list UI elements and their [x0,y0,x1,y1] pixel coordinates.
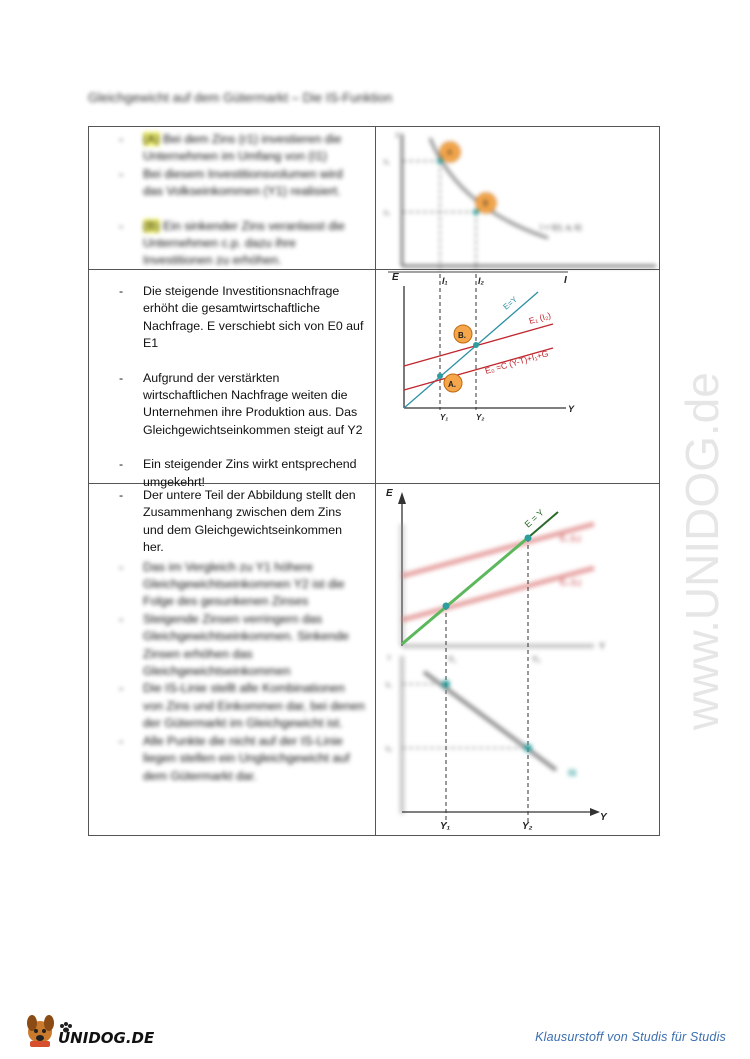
y2-label: Y₂ [522,821,533,832]
equilibrium-b [473,342,479,348]
y-axis-label: Y [600,812,607,823]
is-derivation-graph [378,484,660,834]
point-b-label: B [483,199,489,208]
equilibrium-y2-top [525,535,532,542]
e1-label: E₁ (I₂) [560,534,581,543]
line-45-degree [404,292,538,408]
r2-label: r₂ [384,208,390,217]
row3-bullet-5: - Alle Punkte die nicht auf der IS-Linie liegen stellen ein Ungleichgewicht auf dem Gütermarkt dar. [103,733,365,785]
y-axis-top-label: Y [599,641,606,651]
y1-label: Y₁ [440,413,449,422]
row3-text [103,487,365,785]
i1-label: I₁ [442,276,448,286]
row3-bullet-1: - Der untere Teil der Abbildung stellt den Zusammenhang zwischen dem Zins und dem Gleichgewichtseinkommen her. [103,487,365,557]
y1-label: Y₁ [440,821,451,832]
r-axis-label: r [388,653,391,662]
is-label: IS [568,768,577,778]
row3-bullet-2: - Das im Vergleich zu Y1 höhere Gleichgewichtseinkommen Y2 ist die Folge des gesunkenen Zinses [103,559,365,611]
e-axis-label: E [392,272,399,283]
e-axis-label: E [386,488,393,499]
logo-text: UNIDOG.DE [58,1029,155,1047]
upper-panel-blurred [402,524,605,664]
line-e1 [402,524,594,576]
row2-text [103,283,365,491]
equilibrium-y1-top [443,603,450,610]
e-axis-arrow [398,492,406,504]
y-axis-label: Y [568,404,575,414]
is-point-1 [442,680,450,688]
watermark-text: www.UNIDOG.de [676,372,728,730]
i2-label: I₂ [478,276,484,286]
r-axis-label: r [396,130,399,140]
watermark [660,280,740,740]
y2-label: Y₂ [476,413,485,422]
y-axis-arrow [590,808,600,816]
equilibrium-a [437,373,443,379]
row1-text [103,131,365,270]
row2-bullet-2: - Aufgrund der verstärkten wirtschaftlichen Nachfrage weiten die Unternehmen ihre Produktion aus. Das Gleichgewichtseinkommen steigt auf Y2 [103,370,365,440]
row1-bullet-1: - (A) Bei dem Zins (r1) investieren die Unternehmen im Umfang von (I1) [103,131,365,166]
point-a-label: A. [448,380,456,389]
row2-bullet-1: - Die steigende Investitionsnachfrage erhöht die gesamtwirtschaftliche Nachfrage. E verschiebt sich von E0 auf E1 [103,283,365,353]
row2-bullet-3: - Ein steigender Zins wirkt entsprechend umgekehrt! [103,456,365,491]
dog-icon [27,1015,54,1047]
document-title: Gleichgewicht auf dem Gütermarkt – Die IS-Funktion [88,90,393,105]
row3-bullet-3: - Steigende Zinsen verringern das Gleichgewichtseinkommen. Sinkende Zinsen erhöhen das Gleichgewichtseinkommen [103,611,365,681]
row1-bullet-2: - Bei diesem Investitionsvolumen wird das Volkseinkommen (Y1) realisiert. [103,166,365,201]
column-divider [375,127,376,835]
line-e0 [402,568,594,620]
lower-panel-blurred [386,653,577,814]
line-e1-label: E₁ (I₂) [527,310,552,326]
r1-label: r₁ [386,680,392,689]
keynesian-cross-graph [378,268,660,428]
row1-bullet-3: - (B) Ein sinkender Zins veranlasst die Unternehmen c.p. dazu ihre Investitionen zu erhöhen. [103,218,365,270]
unidog-logo[interactable] [22,1010,162,1050]
r2-label: r₂ [386,744,392,753]
e0-label: E₀ (I₁) [560,578,582,587]
investment-curve-label: I = I(r), a, k) [540,223,582,232]
r1-label: r₁ [384,157,390,166]
line-e0-label: E₀ =C (Y-T)+I₁+G [483,348,550,376]
footer-tagline: Klausurstoff von Studis für Studis [535,1030,726,1044]
line-45-label: E = Y [522,507,546,530]
i-axis-label: I [564,275,567,286]
point-b-label: B. [458,331,466,340]
y1-top-label: Y₁ [448,655,457,664]
is-point-2 [524,744,532,752]
y2-top-label: Y₂ [532,655,541,664]
row3-bullet-4: - Die IS-Linie stellt alle Kombinationen von Zins und Einkommen dar, bei denen der Gütermarkt im Gleichgewicht ist. [103,680,365,732]
point-a-label: A [447,148,453,157]
investment-function-graph [378,128,660,270]
line-45-label: E=Y [501,294,520,312]
